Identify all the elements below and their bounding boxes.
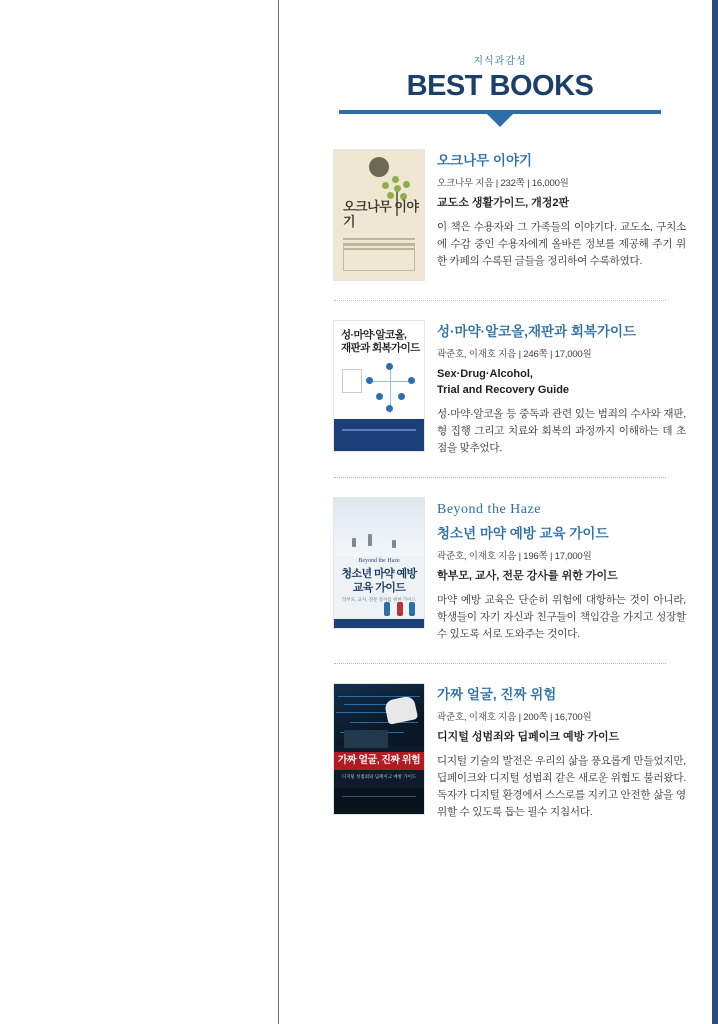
book-info <box>437 150 686 280</box>
cover-footer-band <box>334 788 424 814</box>
book-info <box>437 321 686 457</box>
cover-footer-box <box>343 245 415 271</box>
book-subtitle: 교도소 생활가이드, 개정2판 <box>437 197 570 210</box>
list-item[interactable] <box>300 684 700 821</box>
cover-footer-band <box>334 419 424 451</box>
book-title-english[interactable]: Beyond the Haze <box>437 502 541 518</box>
silhouette-icon <box>392 540 396 548</box>
book-title[interactable]: 성·마약·알코올,재판과 회복가이드 <box>437 324 637 339</box>
cover-subtitle: 학부모, 교사, 전문 강사를 위한 가이드 <box>342 597 416 603</box>
book-subtitle: 디지털 성범죄와 딥페이크 예방 가이드 <box>437 731 620 744</box>
cover-title: 성·마약·알코올, 재판과 회복가이드 <box>341 329 420 365</box>
book-meta: 곽준호, 이재호 지음 | 196쪽 | 17,000원 <box>437 551 592 563</box>
book-cover-image <box>334 684 424 814</box>
person-icon <box>342 369 362 393</box>
list-item[interactable] <box>300 321 700 457</box>
publisher-kicker: 지식과감성 <box>473 56 527 67</box>
cover-title: 오크나무 이야기 <box>343 199 419 229</box>
book-title[interactable]: 오크나무 이야기 <box>437 153 533 168</box>
book-meta: 곽준호, 이재호 지음 | 200쪽 | 16,700원 <box>437 712 592 724</box>
page-left-rule <box>278 0 279 1024</box>
cover-badge <box>369 157 389 177</box>
cover-english-title: Beyond the Haze <box>358 558 400 565</box>
content-column <box>300 0 700 1024</box>
page-header <box>300 52 700 114</box>
book-info <box>437 684 686 821</box>
book-title[interactable]: 가짜 얼굴, 진짜 위험 <box>437 687 557 703</box>
divider <box>334 477 666 478</box>
book-description: 이 책은 수용자와 그 가족들의 이야기다. 교도소, 구치소에 수감 중인 수용자에게 올바른 정보를 제공해 주기 위한 카페의 수록된 글들을 정리하여 수록하였다. <box>437 221 686 268</box>
page-title: BEST BOOKS <box>406 70 594 102</box>
cover-subtitle: 디지털 성범죄와 딥페이크 예방 가이드 <box>341 774 417 780</box>
book-description: 디지털 기술의 발전은 우리의 삶을 풍요롭게 만들었지만, 딥페이크와 디지털 성범죄 같은 새로운 위협도 불러왔다. 독자가 디지털 환경에서 스스로를 지키고 안전한 삶을 영위할 수 있도록 돕는 필수 지침서다. <box>437 755 686 819</box>
people-icon <box>384 598 416 616</box>
list-item[interactable] <box>300 498 700 643</box>
title-underline-bar <box>339 110 661 114</box>
silhouette-icon <box>368 534 372 546</box>
page-right-accent-bar <box>712 0 718 1024</box>
divider <box>334 663 666 664</box>
divider <box>334 300 666 301</box>
silhouette-icon <box>352 538 356 547</box>
cover-title-band <box>334 752 424 770</box>
book-list <box>300 150 700 821</box>
book-meta: 곽준호, 이재호 지음 | 246쪽 | 17,000원 <box>437 349 592 361</box>
book-info <box>437 498 686 643</box>
book-cover-image <box>334 150 424 280</box>
book-meta: 오크나무 지음 | 232쪽 | 16,000원 <box>437 178 569 190</box>
cover-title: 가짜 얼굴, 진짜 위험 <box>337 755 421 767</box>
book-description: 마약 예방 교육은 단순히 위험에 대항하는 것이 아니라, 학생들이 자기 자신과 친구들이 책임감을 가지고 성장할 수 있도록 서로 도와주는 것이다. <box>437 594 686 641</box>
cover-title: 청소년 마약 예방 교육 가이드 <box>341 568 417 594</box>
book-subtitle: Sex·Drug·Alcohol, Trial and Recovery Guide <box>437 368 570 397</box>
book-description: 성·마약·알코올 등 중독과 관련 있는 범죄의 수사와 재판, 형 집행 그리고 치료와 회복의 과정까지 이해하는 데 초점을 맞추었다. <box>437 408 686 455</box>
book-subtitle: 학부모, 교사, 전문 강사를 위한 가이드 <box>437 570 618 583</box>
book-title[interactable]: 청소년 마약 예방 교육 가이드 <box>437 525 609 541</box>
network-diagram-icon <box>364 363 418 413</box>
cover-footer-band <box>334 619 424 628</box>
book-cover-image <box>334 321 424 451</box>
laptop-icon <box>344 730 388 748</box>
list-item[interactable] <box>300 150 700 280</box>
book-cover-image <box>334 498 424 628</box>
